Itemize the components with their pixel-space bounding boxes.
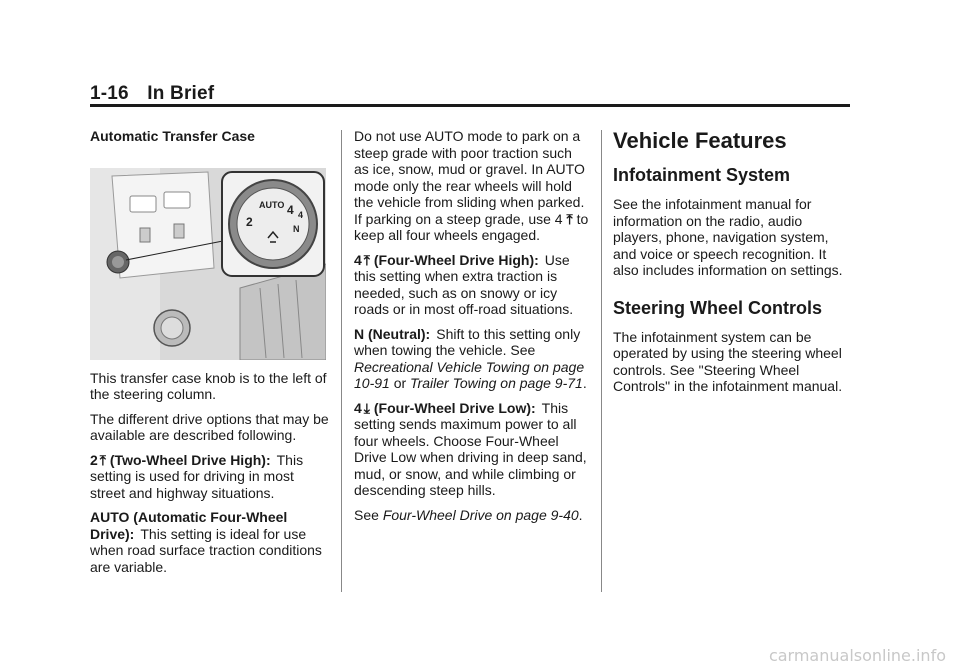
dial-auto-label: AUTO: [259, 199, 285, 210]
mode-label: N (Neutral):: [354, 325, 431, 342]
mode-label: (Four-Wheel Drive High):: [373, 251, 539, 268]
subsection-heading-infotainment: Infotainment System: [613, 165, 791, 185]
paragraph-infotainment: See the infotainment manual for information on the radio, audio players, phone, navigation system, and voice or speech recognition. It also includes information on settings.: [613, 196, 843, 278]
transfer-case-figure: [90, 168, 326, 360]
paragraph-steering: The infotainment system can be operated by using the steering wheel controls. See "Steering Wheel Controls" in the infotainment manual.: [613, 328, 843, 394]
mode-label: (Four-Wheel Drive Low):: [373, 399, 536, 416]
chapter-title: In Brief: [147, 83, 215, 104]
cross-reference-link[interactable]: Four-Wheel Drive on page 9-40: [382, 506, 579, 523]
subsection-heading-steering: Steering Wheel Controls: [613, 297, 823, 318]
cross-reference-link[interactable]: Recreational Vehicle Towing on page 10-91: [354, 358, 585, 391]
paragraph-four-low: [354, 400, 590, 499]
watermark: carmanualsonline.info: [768, 646, 946, 665]
up-arrow-icon: ⤒: [363, 251, 370, 268]
cross-reference-link[interactable]: Trailer Towing on page 9-71: [410, 375, 583, 391]
column-left: [90, 128, 330, 583]
paragraph: The different drive options that may be available are described following.: [90, 410, 329, 443]
section-heading: Vehicle Features: [613, 128, 787, 153]
section-number: 1-16: [90, 83, 129, 104]
paragraph-two-high: [90, 452, 330, 502]
body-text: Do not use AUTO mode to park on a steep grade with poor traction such as ice, snow, mud or gravel. In AUTO mode only the rear wheels will hold the vehicle from sliding when parked. If parking on a steep grade, use 4: [354, 128, 585, 227]
mode-label: AUTO (Automatic Four-Wheel Drive):: [90, 509, 288, 542]
header-rule: [90, 104, 850, 107]
paragraph: This transfer case knob is to the left of the steering column.: [90, 369, 327, 402]
dial-4h-label: 4: [287, 202, 294, 217]
mode-text: Shift to this setting only when towing the vehicle. See: [354, 325, 581, 358]
column-right: [613, 128, 851, 403]
mode-label: (Two-Wheel Drive High):: [109, 451, 271, 468]
body-text: See: [354, 506, 379, 523]
mode-text: This setting sends maximum power to all four wheels. Choose Four-Wheel Drive Low when driving in deep sand, mud, or snow, and while climbing or descending steep hills.: [354, 399, 587, 498]
mode-text: Use this setting when extra traction is needed, such as on snowy or icy roads or in most off-road situations.: [354, 251, 574, 317]
up-arrow-icon: ⤒: [99, 451, 106, 468]
figure-caption: Automatic Transfer Case: [90, 128, 255, 144]
column-middle: [354, 128, 590, 531]
body-text: .: [578, 506, 583, 523]
paragraph-see-also: [354, 507, 590, 524]
mode-number: 4: [354, 251, 362, 268]
dial-4l-label: 4: [298, 209, 304, 220]
dial-n-label: N: [293, 223, 300, 234]
body-text: or: [393, 375, 407, 391]
mode-number: 4: [354, 399, 362, 416]
paragraph-neutral: [354, 326, 590, 392]
paragraph-auto: [90, 509, 330, 575]
body-text: .: [582, 375, 587, 391]
paragraph-park-warning: [354, 128, 590, 244]
down-arrow-icon: ⤓: [363, 399, 370, 416]
mode-number: 2: [90, 451, 98, 468]
paragraph-four-high: [354, 252, 590, 318]
mode-text: This setting is used for driving in most street and highway situations.: [90, 451, 304, 501]
column-divider-1: [341, 130, 342, 592]
dial-2-label: 2: [246, 214, 253, 229]
body-text: to keep all four wheels engaged.: [354, 210, 589, 243]
mode-text: This setting is ideal for use when road surface traction conditions are variable.: [90, 525, 322, 575]
up-arrow-icon: ⤒: [566, 210, 573, 227]
column-divider-2: [601, 130, 602, 592]
